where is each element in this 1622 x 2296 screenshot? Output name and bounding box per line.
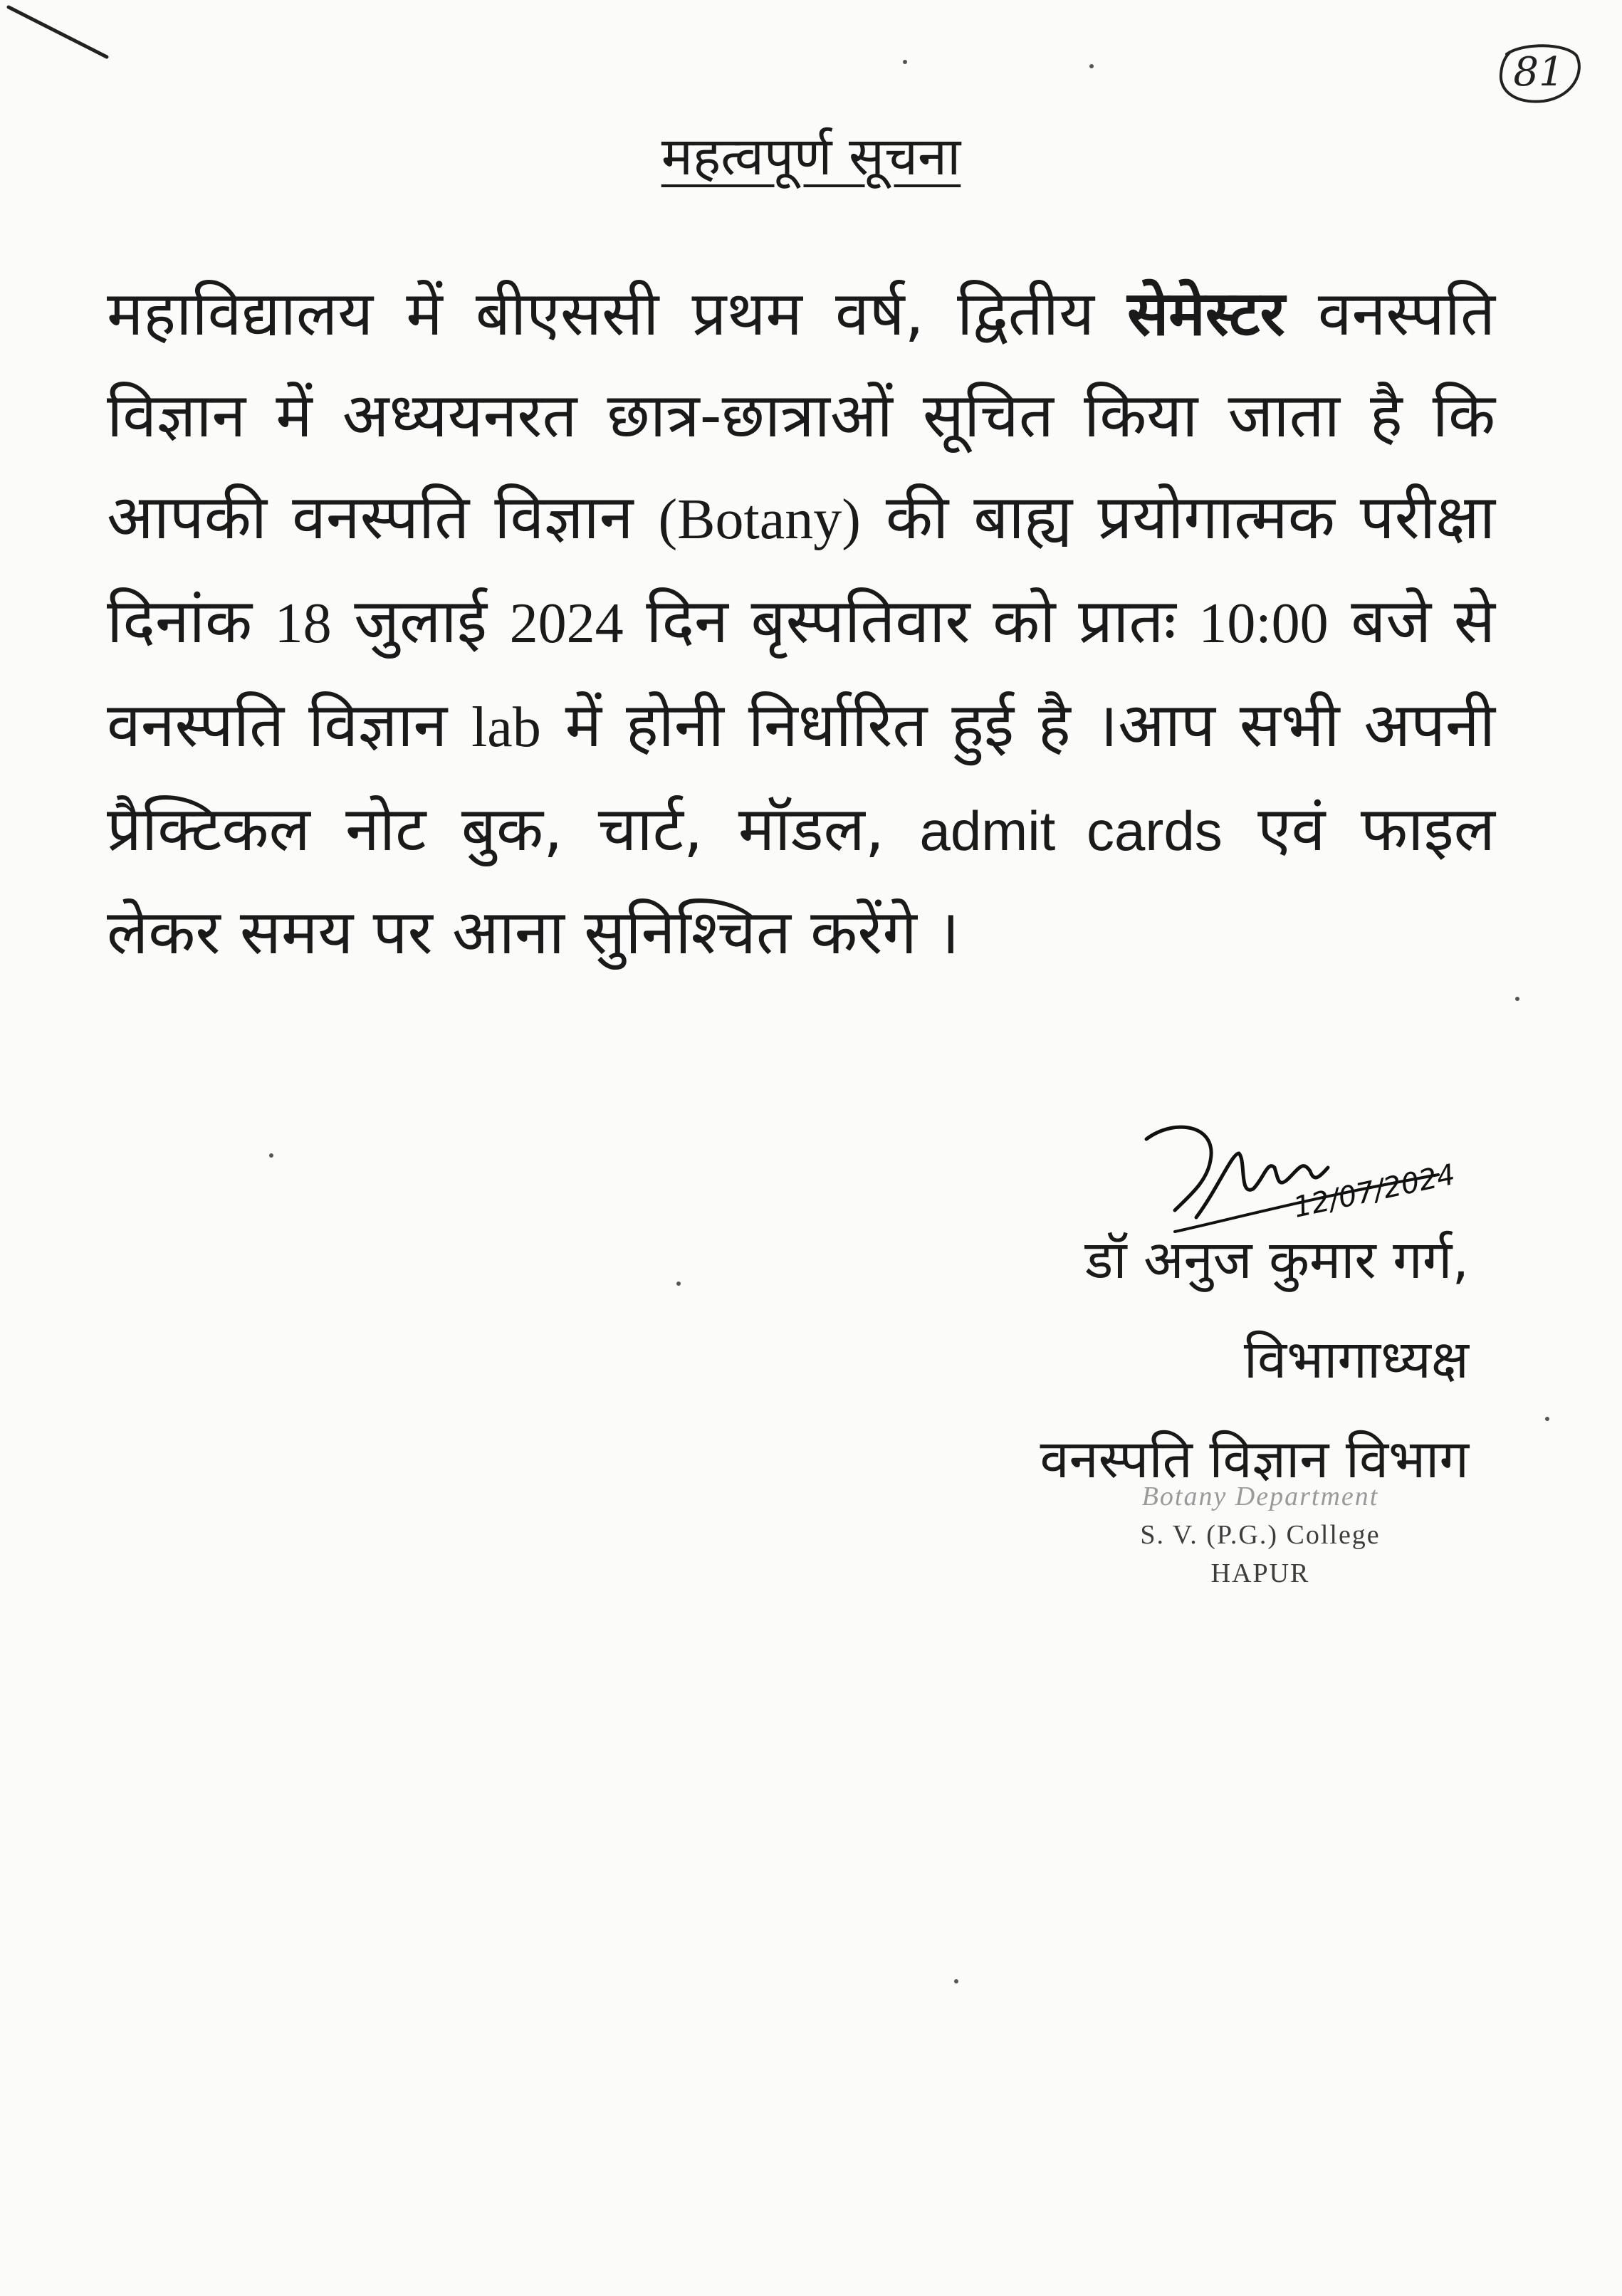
body-part-3: की बाह्य प्रयोगात्मक परीक्षा दिनांक [107,482,1496,657]
notice-body [107,263,1495,984]
notice-title-text: महत्वपूर्ण सूचना [661,126,961,187]
stamp-line-3: HAPUR [1210,1558,1310,1588]
signature-date: 12/07/2024 [1290,1158,1458,1225]
signatory-designation: विभागाध्यक्ष [1243,1329,1469,1390]
signatory-name: डॉ अनुज कुमार गर्ग, [1084,1230,1469,1291]
body-year: 2024 [509,592,624,655]
body-admit-cards: admit cards [919,800,1223,862]
body-part-7: में होनी निर्धारित हुई है ।आप सभी अपनी प्रैक्टिकल नोट बुक, चार्ट, मॉडल, [107,690,1495,865]
corner-pen-mark [0,0,142,85]
speck [676,1281,681,1286]
body-date: 18 [274,592,332,655]
body-part-4: जुलाई [331,586,510,657]
department-stamp [1061,1477,1460,1593]
signatory-department: वनस्पति विज्ञान विभाग [1040,1429,1469,1490]
page-number-badge [1494,40,1584,105]
speck [1515,997,1519,1001]
body-semester: सेमेस्टर [1127,278,1285,350]
body-part-2: वनस्पति विज्ञान में अध्ययनरत छात्र-छात्राओं सूचित किया जाता है कि आपकी वनस्पति विज्ञान [107,278,1496,553]
body-time: 10:00 [1198,592,1329,655]
stamp-line-1: Botany Department [1141,1482,1379,1511]
body-botany: (Botany) [658,488,861,551]
page-number-text: 81 [1513,49,1564,95]
body-part-8: एवं फाइल लेकर समय पर आना सुनिश्चित करेंगे । [107,794,1495,968]
body-part-5: दिन बृस्पतिवार को प्रातः [623,586,1199,657]
body-part-1: महाविद्यालय में बीएससी प्रथम वर्ष, द्वितीय [107,278,1128,350]
notice-title [0,121,1622,192]
stamp-line-2: S. V. (P.G.) College [1140,1520,1381,1550]
body-lab: lab [471,696,541,759]
speck [903,60,907,64]
speck [1545,1417,1549,1421]
speck [954,1979,958,1983]
body-part-6: बजे से वनस्पति विज्ञान [107,586,1495,761]
speck [1089,64,1094,68]
speck [269,1153,273,1158]
